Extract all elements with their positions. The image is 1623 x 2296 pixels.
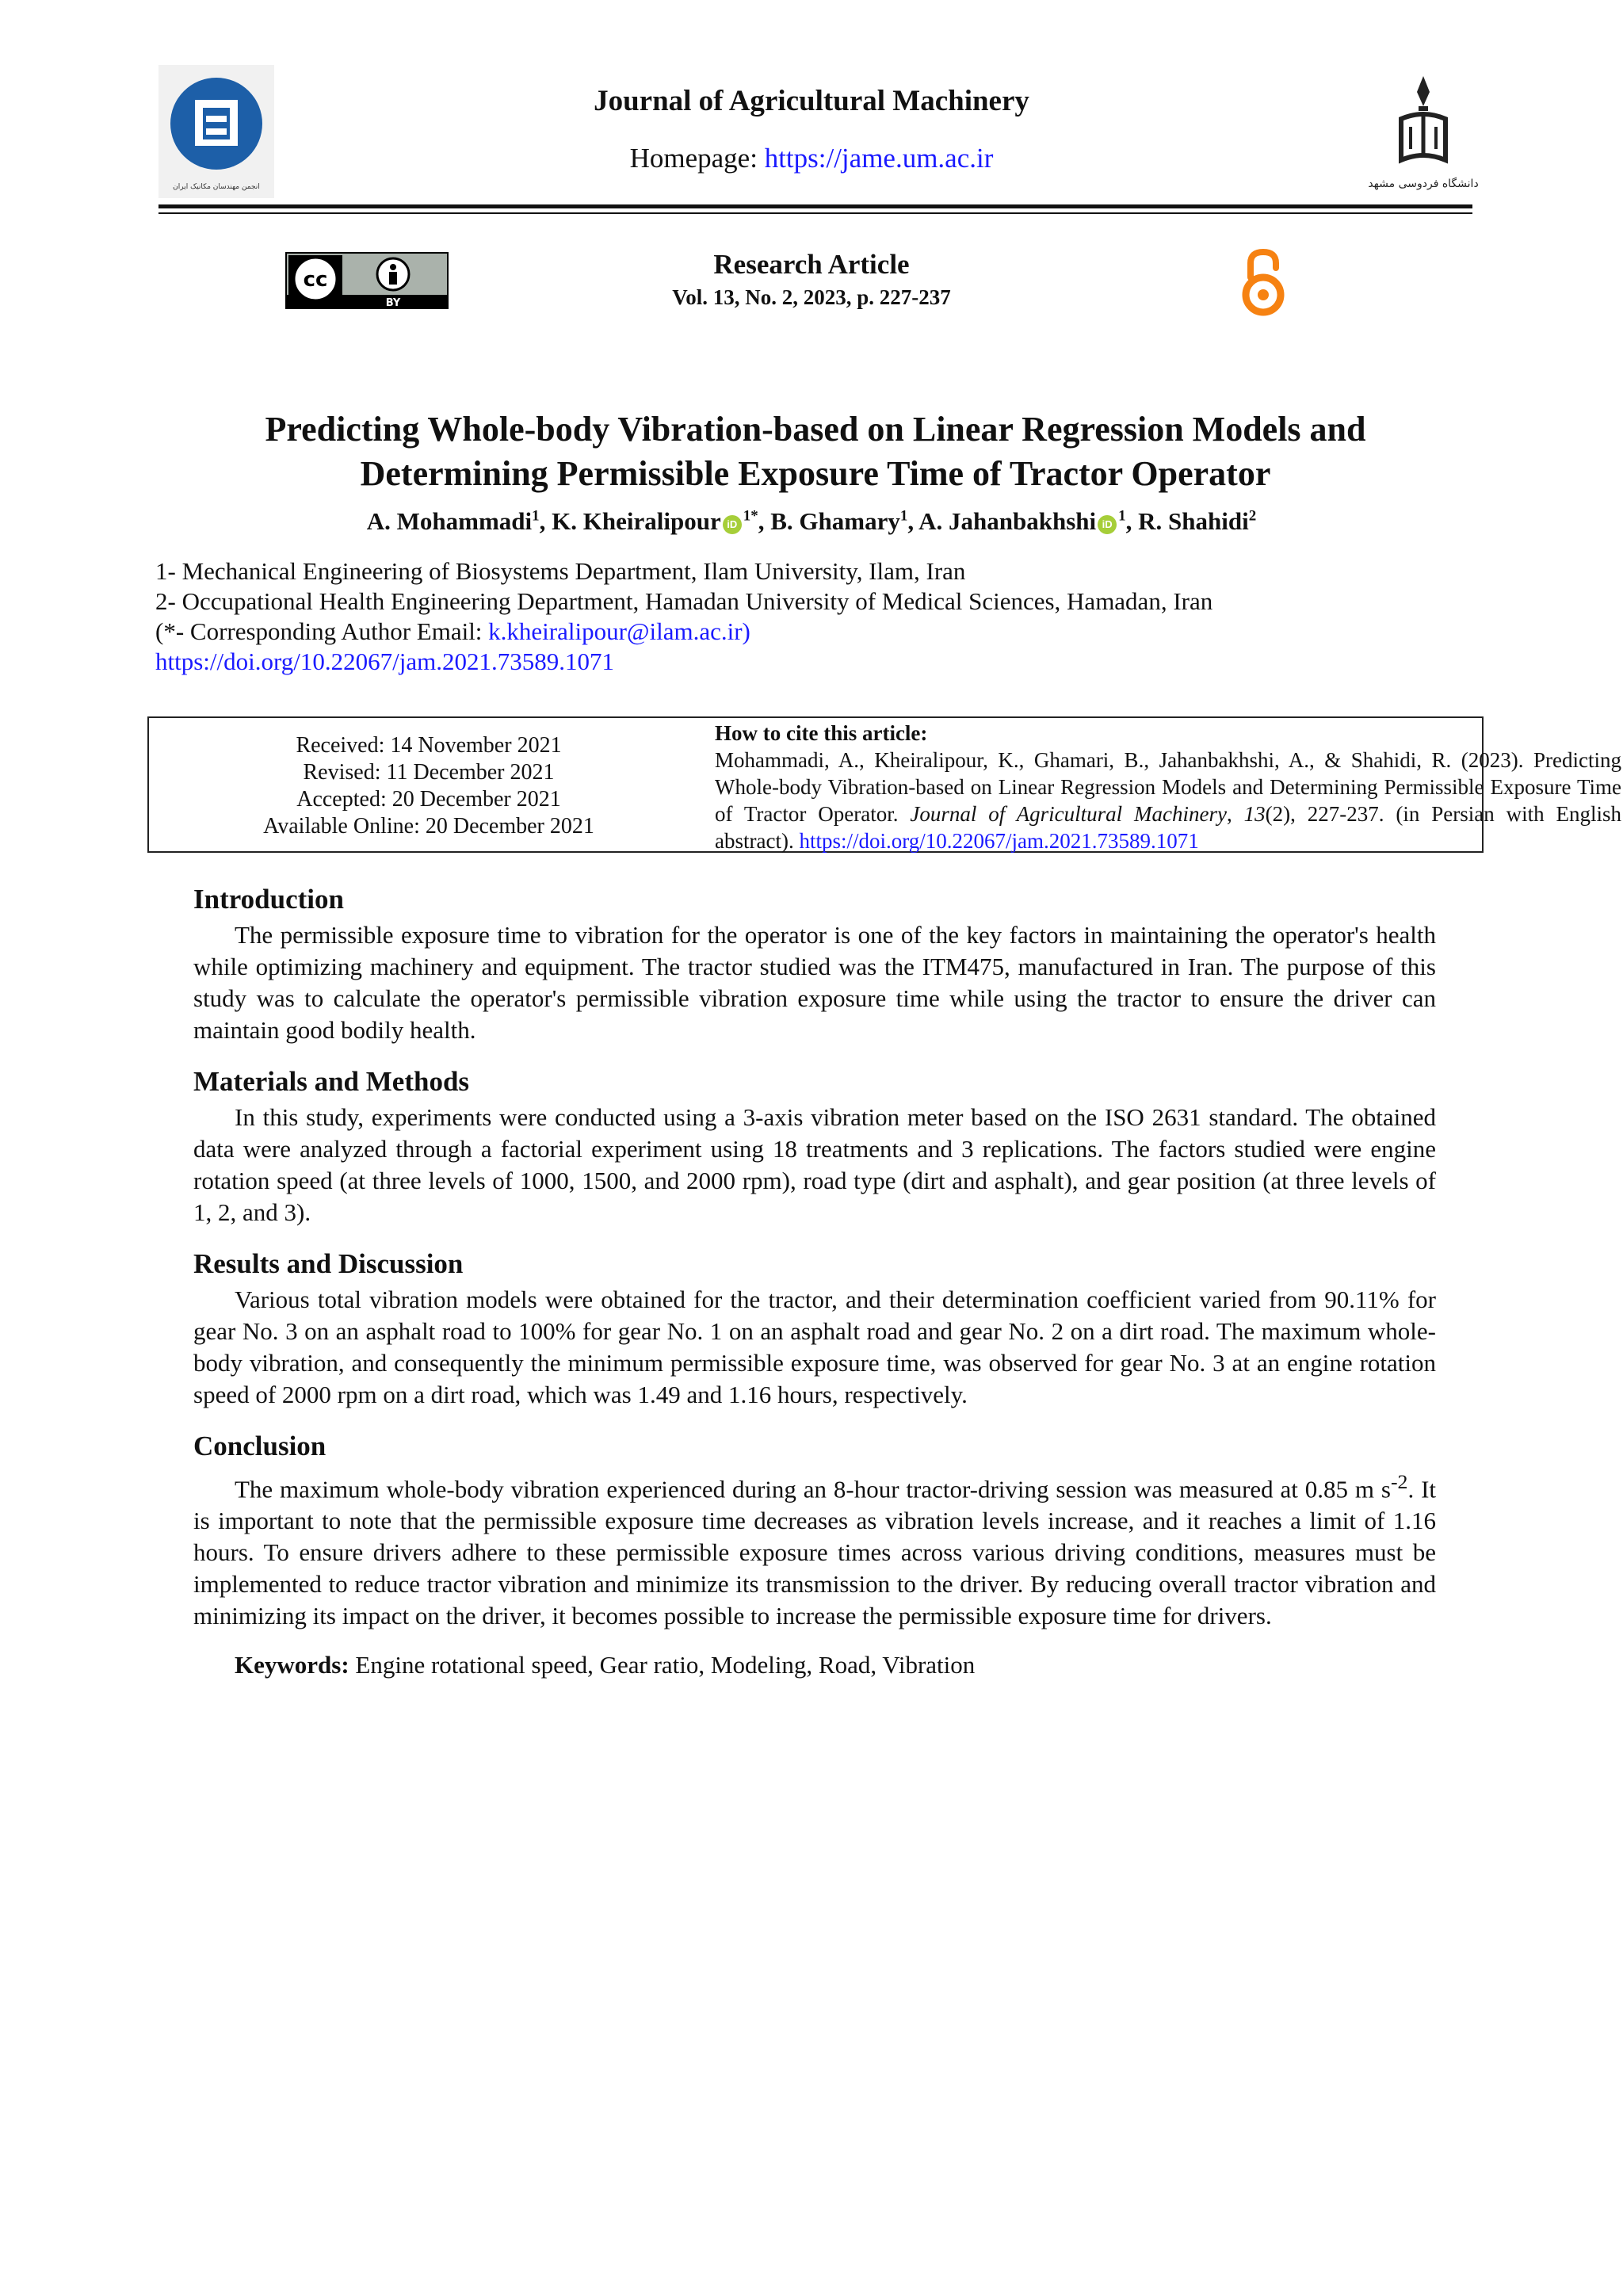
available-online-date: Available Online: 20 December 2021	[263, 814, 594, 839]
homepage-link[interactable]: https://jame.um.ac.ir	[764, 143, 994, 174]
university-logo-caption: دانشگاه فردوسی مشهد	[1368, 178, 1479, 190]
author-name: B. Ghamary	[770, 507, 900, 535]
orcid-icon[interactable]: iD	[1098, 515, 1117, 534]
citation-text: Mohammadi, A., Kheiralipour, K., Ghamari, B., Jahanbakhshi, A., & Shahidi, R. (2023). Predicting Whole-body Vibration-based on Linear Regression Models and Determining Permissible Exposure Time of Tractor Operator. Journal of Agricultural Machinery, 13(2), 227-237. (in Persian with English abstract). https://doi.org/10.22067/jam.2021.73589.1071	[715, 748, 1621, 853]
citation-doi-link[interactable]: https://doi.org/10.22067/jam.2021.73589.1071	[799, 829, 1199, 853]
author-affil-mark: 1	[1118, 507, 1126, 525]
article-dates	[155, 732, 702, 840]
citation-text-after: (2), 227-237. (in Persian with English abstract).	[715, 802, 1621, 853]
article-type: Research Article	[713, 249, 910, 280]
keywords-text: Engine rotational speed, Gear ratio, Modeling, Road, Vibration	[349, 1651, 976, 1679]
citation-heading: How to cite this article:	[715, 721, 928, 745]
university-logo	[1368, 71, 1479, 198]
revised-date: Revised: 11 December 2021	[303, 760, 555, 785]
author-name: A. Jahanbakhshi	[918, 507, 1097, 535]
author-affil-mark: 1	[899, 507, 908, 525]
conclusion-unit-exponent: -2	[1390, 1470, 1408, 1493]
author-name: A. Mohammadi	[366, 507, 533, 535]
author-affil-mark: 1*	[743, 507, 758, 525]
received-date: Received: 14 November 2021	[296, 733, 562, 758]
conclusion-text-part-1: The maximum whole-body vibration experienced during an 8-hour tractor-driving session was measured at 0.85 m s	[235, 1475, 1391, 1503]
accepted-date: Accepted: 20 December 2021	[296, 787, 561, 812]
header-rule-thick	[158, 204, 1472, 208]
affiliation-1: 1- Mechanical Engineering of Biosystems Department, Ilam University, Ilam, Iran	[155, 557, 966, 585]
author-affil-mark: 2	[1248, 507, 1257, 525]
volume-info: Vol. 13, No. 2, 2023, p. 227-237	[672, 285, 951, 309]
conclusion-text	[193, 1466, 1436, 1632]
introduction-text: The permissible exposure time to vibration for the operator is one of the key factors in maintaining the operator's health while optimizing machinery and equipment. The tractor studied was the ITM475, manufactured in Iran. The purpose of this study was to calculate the operator's permissible vibration exposure time while using the tractor to ensure the driver can maintain good bodily health.	[193, 921, 1436, 1044]
citation-journal: Journal of Agricultural Machinery	[910, 802, 1227, 826]
author-list: A. Mohammadi$^1$, K. Kheiralipour iD $^{1*}$, B. Ghamary$^1$, A. Jahanbakhshi iD $^1$, R. Shahidi$^2$	[366, 507, 1257, 535]
extended-abstract	[193, 880, 1436, 1681]
corresponding-email-link[interactable]: k.kheiralipour@ilam.ac.ir)	[488, 617, 750, 645]
corresponding-author-prefix: (*- Corresponding Author Email:	[155, 617, 489, 645]
corresponding-author-line	[155, 617, 1487, 647]
svg-text:cc: cc	[303, 268, 328, 292]
header-rule-thin	[158, 212, 1472, 214]
article-info-box	[147, 716, 1621, 853]
introduction-heading: Introduction	[193, 884, 344, 915]
paper-title	[158, 407, 1472, 496]
cc-by-label: BY	[385, 297, 401, 309]
results-heading: Results and Discussion	[193, 1248, 464, 1279]
keywords-line	[235, 1649, 1436, 1681]
conclusion-heading: Conclusion	[193, 1431, 327, 1461]
author-affil-mark: 1	[532, 507, 540, 525]
open-access-icon	[1241, 247, 1285, 317]
homepage-label: Homepage:	[629, 143, 765, 174]
affiliations	[155, 556, 1487, 677]
citation-text-before: Mohammadi, A., Kheiralipour, K., Ghamari, B., Jahanbakhshi, A., & Shahidi, R. (2023). Predicting Whole-body Vibration-based on Linear Regression Models and Determining Permissible Exposure Time of Tractor Operator.	[715, 748, 1621, 826]
journal-title: Journal of Agricultural Machinery	[594, 85, 1029, 117]
doi-link[interactable]: https://doi.org/10.22067/jam.2021.73589.1071	[155, 648, 614, 675]
paper-title-line-1: Predicting Whole-body Vibration-based on Linear Regression Models and	[265, 410, 1366, 449]
citation-volume: 13	[1243, 802, 1266, 826]
results-text: Various total vibration models were obtained for the tractor, and their determination coefficient varied from 90.11% for gear No. 3 on an asphalt road to 100% for gear No. 1 on an asphalt road and gear No. 2 on a dirt road. The maximum whole-body vibration, and consequently the minimum permissible exposure time, was observed for gear No. 3 at an engine rotation speed of 2000 rpm on a dirt road, which was 1.49 and 1.16 hours, respectively.	[193, 1286, 1436, 1408]
keywords-label: Keywords:	[235, 1651, 349, 1679]
methods-text: In this study, experiments were conducted using a 3-axis vibration meter based on the ISO 2631 standard. The obtained data were analyzed through a factorial experiment using 18 treatments and 3 replications. The factors studied were engine rotation speed (at three levels of 1000, 1500, and 2000 rpm), road type (dirt and asphalt), and gear position (at three levels of 1, 2, and 3).	[193, 1103, 1436, 1226]
author-name: R. Shahidi	[1138, 507, 1249, 535]
conclusion-text-part-2: . It is important to note that the permissible exposure time decreases as vibration levels increase, and it reaches a limit of 1.16 hours. To ensure drivers adhere to these permissible exposure times across various driving conditions, measures must be implemented to reduce tractor vibration and minimize its transmission to the driver. By reducing overall tractor vibration and minimizing its impact on the driver, it becomes possible to increase the permissible exposure time for drivers.	[193, 1475, 1437, 1630]
society-logo-caption: انجمن مهندسان مکانیک ایران	[173, 183, 260, 191]
paper-title-line-2: Determining Permissible Exposure Time of Tractor Operator	[360, 454, 1271, 493]
citation-block	[715, 720, 1621, 854]
author-name: K. Kheiralipour	[552, 507, 721, 535]
methods-heading: Materials and Methods	[193, 1066, 470, 1097]
affiliation-2: 2- Occupational Health Engineering Department, Hamadan University of Medical Sciences, Hamadan, Iran	[155, 587, 1213, 615]
orcid-icon[interactable]: iD	[723, 515, 742, 534]
